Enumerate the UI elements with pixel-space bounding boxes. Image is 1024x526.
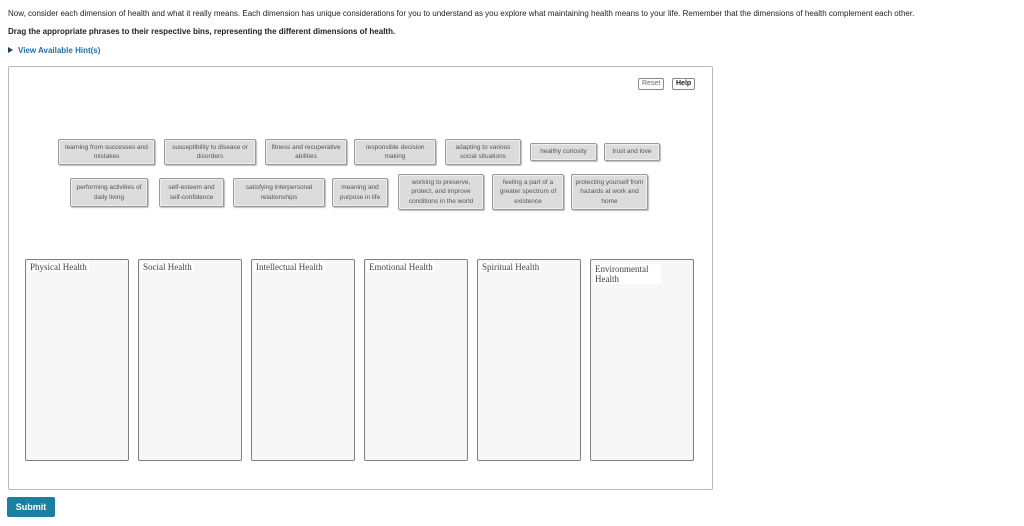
bin-emotional-health[interactable] xyxy=(364,259,468,461)
reset-button[interactable]: Reset xyxy=(638,78,664,90)
phrase-chip[interactable]: feeling a part of a greater spectrum of existence xyxy=(492,174,564,210)
bin-physical-health[interactable] xyxy=(25,259,129,461)
phrase-chip[interactable]: satisfying interpersonal relationships xyxy=(233,178,325,207)
phrase-chip[interactable]: adapting to various social situations xyxy=(445,139,521,165)
phrase-chip[interactable]: responsible decision making xyxy=(354,139,436,165)
view-hints-link[interactable] xyxy=(8,46,100,55)
view-hints-label: View Available Hint(s) xyxy=(18,46,101,55)
bin-spiritual-health[interactable] xyxy=(477,259,581,461)
submit-button[interactable]: Submit xyxy=(7,497,55,517)
phrase-chip[interactable]: trust and love xyxy=(604,143,660,161)
phrase-chip[interactable]: meaning and purpose in life xyxy=(332,178,388,207)
bin-label: Emotional Health xyxy=(369,262,433,272)
bin-label: Spiritual Health xyxy=(482,262,540,272)
phrase-chip[interactable]: working to preserve, protect, and improve conditions in the world xyxy=(398,174,484,210)
phrase-chip[interactable]: performing activities of daily living xyxy=(70,178,148,207)
instruction-text: Drag the appropriate phrases to their respective bins, representing the different dimensions of health. xyxy=(8,27,396,36)
bin-environmental-health[interactable] xyxy=(590,259,694,461)
phrase-chip[interactable]: susceptibility to disease or disorders xyxy=(164,139,256,165)
bin-label: Social Health xyxy=(143,262,192,272)
phrase-chip[interactable]: self-esteem and self-confidence xyxy=(159,178,224,207)
bin-intellectual-health[interactable] xyxy=(251,259,355,461)
bin-label: Physical Health xyxy=(30,262,87,272)
help-button[interactable]: Help xyxy=(672,78,695,90)
bin-label: Intellectual Health xyxy=(256,262,323,272)
phrase-chip[interactable]: protecting yourself from hazards at work and home xyxy=(571,174,648,210)
phrase-chip[interactable]: learning from successes and mistakes xyxy=(58,139,155,165)
intro-text: Now, consider each dimension of health and what it really means. Each dimension has unique considerations for you to understand as you explore what maintaining health means to your life. Remember that the dimensions of health complement each other. xyxy=(8,9,915,18)
bin-label: Environmental Health xyxy=(593,264,661,284)
disclosure-triangle-icon xyxy=(8,47,13,53)
phrase-chip[interactable]: healthy curiosity xyxy=(530,143,597,161)
phrase-chip[interactable]: fitness and recuperative abilities xyxy=(265,139,347,165)
bin-social-health[interactable] xyxy=(138,259,242,461)
